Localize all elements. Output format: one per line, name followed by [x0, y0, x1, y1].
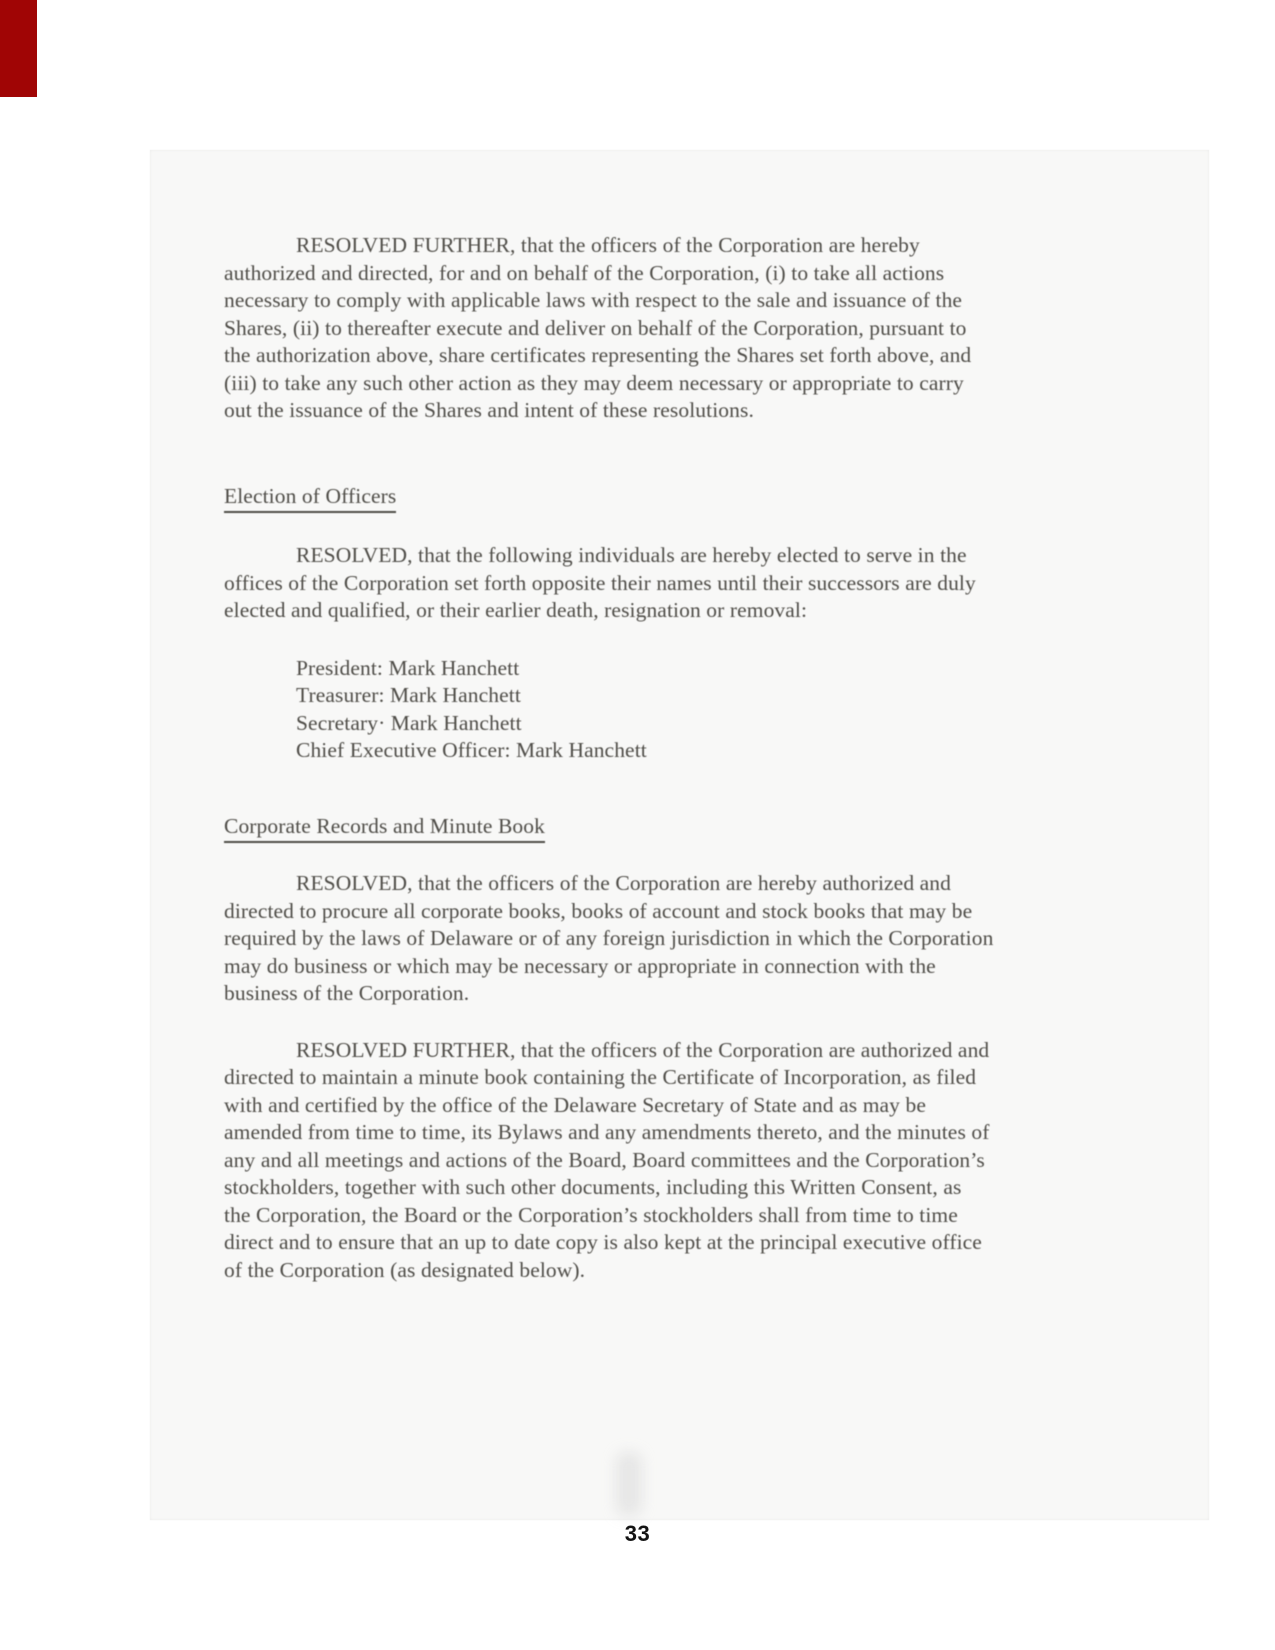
text-line: (iii) to take any such other action as they may deem necessary or appropriate to carry: [224, 370, 964, 395]
officer-line: President: Mark Hanchett: [296, 655, 520, 680]
paragraph: [224, 1037, 1129, 1285]
text-line: business of the Corporation.: [224, 981, 470, 1005]
officer-list: [296, 655, 1129, 765]
text-line: RESOLVED FURTHER, that the officers of the Corporation are hereby: [296, 233, 920, 257]
text-line: RESOLVED FURTHER, that the officers of the Corporation are authorized and: [296, 1037, 990, 1062]
scanned-document-page: [150, 150, 1209, 1520]
paragraph: [224, 870, 1129, 1008]
text-line: out the issuance of the Shares and intent of these resolutions.: [224, 398, 754, 422]
red-bookmark-tab: [0, 0, 37, 97]
text-line: direct and to ensure that an up to date copy is also kept at the principal executive office: [224, 1230, 982, 1254]
text-line: offices of the Corporation set forth opposite their names until their successors are duly: [224, 570, 976, 595]
scan-smudge: [616, 1452, 642, 1516]
text-line: amended from time to time, its Bylaws and any amendments thereto, and the minutes of: [224, 1120, 990, 1144]
text-line: authorized and directed, for and on behalf of the Corporation, (i) to take all actions: [224, 260, 945, 285]
text-line: with and certified by the office of the Delaware Secretary of State and as may be: [224, 1092, 926, 1117]
text-line: RESOLVED, that the following individuals are hereby elected to serve in the: [296, 543, 967, 567]
text-line: RESOLVED, that the officers of the Corporation are hereby authorized and: [296, 871, 951, 895]
section-heading-text: Election of Officers: [224, 483, 396, 514]
paragraph: [224, 542, 1129, 625]
text-line: may do business or which may be necessary or appropriate in connection with the: [224, 953, 936, 978]
section-heading: [224, 483, 1129, 514]
text-line: directed to maintain a minute book containing the Certificate of Incorporation, as filed: [224, 1065, 977, 1089]
officer-line: Treasurer: Mark Hanchett: [296, 683, 521, 707]
text-line: directed to procure all corporate books, books of account and stock books that may be: [224, 898, 973, 923]
text-line: stockholders, together with such other documents, including this Written Consent, as: [224, 1175, 962, 1199]
paragraph: [224, 232, 1129, 425]
section-heading: [224, 813, 1129, 844]
text-line: required by the laws of Delaware or of any foreign jurisdiction in which the Corporation: [224, 926, 994, 950]
officer-line: Chief Executive Officer: Mark Hanchett: [296, 738, 647, 762]
text-line: of the Corporation (as designated below).: [224, 1257, 586, 1282]
text-line: necessary to comply with applicable laws with respect to the sale and issuance of the: [224, 288, 963, 312]
document-blocks: [224, 232, 1129, 1284]
text-line: any and all meetings and actions of the Board, Board committees and the Corporation’s: [224, 1147, 985, 1172]
text-line: Shares, (ii) to thereafter execute and deliver on behalf of the Corporation, pursuant to: [224, 315, 967, 340]
text-line: the authorization above, share certificates representing the Shares set forth above, and: [224, 343, 972, 367]
page-number: 33: [624, 1521, 651, 1546]
text-line: elected and qualified, or their earlier death, resignation or removal:: [224, 598, 808, 622]
section-heading-text: Corporate Records and Minute Book: [224, 813, 545, 844]
text-line: the Corporation, the Board or the Corporation’s stockholders shall from time to time: [224, 1202, 958, 1227]
officer-line: Secretary· Mark Hanchett: [296, 710, 522, 735]
